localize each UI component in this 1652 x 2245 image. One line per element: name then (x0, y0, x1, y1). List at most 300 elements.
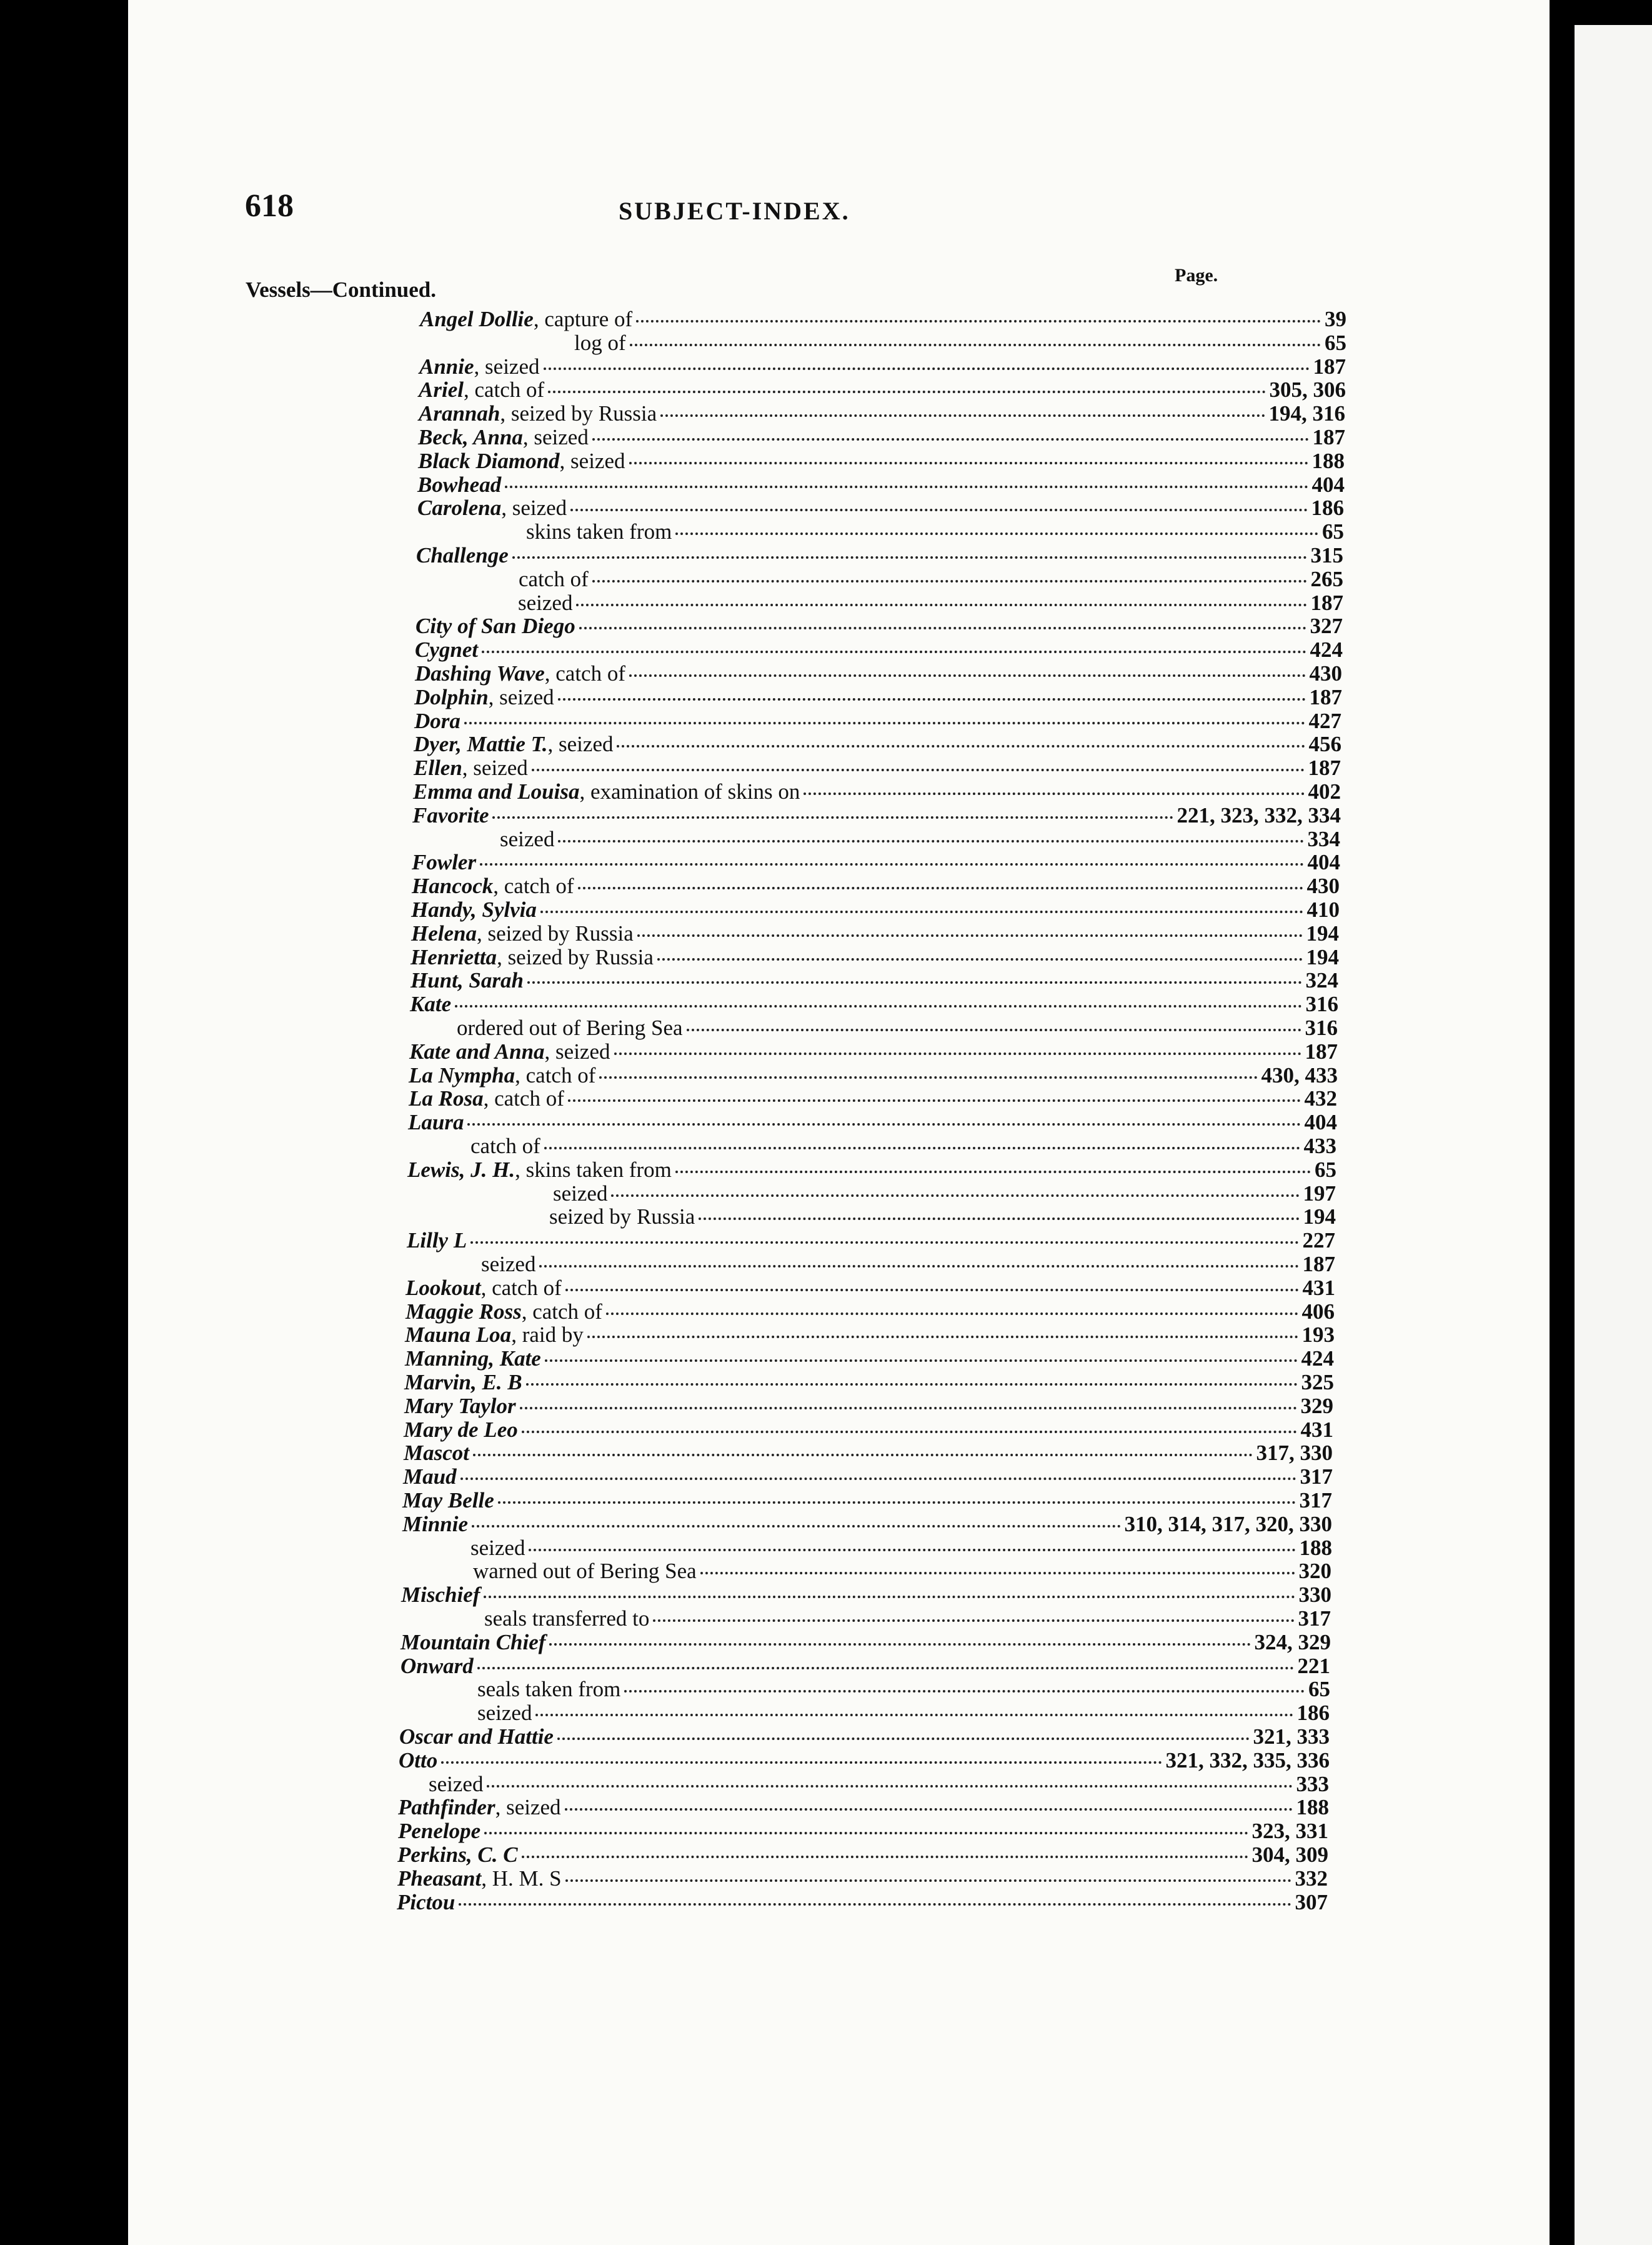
entry-pages: 424 (1310, 638, 1343, 662)
entry-text: seized by Russia (549, 1204, 695, 1229)
dot-leader (532, 769, 1305, 771)
entry-label (397, 1891, 455, 1914)
entry-pages: 424 (1301, 1346, 1334, 1371)
entry-pages: 194, 316 (1268, 401, 1345, 426)
vessel-name: Perkins, C. C (397, 1842, 518, 1867)
dot-leader (539, 1265, 1298, 1268)
index-entry (397, 1891, 1328, 1914)
entry-label (414, 732, 613, 756)
entry-label (412, 804, 489, 828)
vessel-name: Henrietta (411, 945, 497, 969)
entry-label (399, 1725, 554, 1749)
entry-pages: 317 (1298, 1606, 1331, 1631)
vessel-name: Favorite (412, 803, 489, 828)
index-entry (413, 780, 1341, 804)
entry-label (413, 780, 800, 804)
dot-leader (653, 1619, 1294, 1622)
index-entry (410, 992, 1338, 1016)
entry-label (411, 898, 537, 922)
entry-pages: 187 (1310, 591, 1343, 615)
dot-leader (526, 1383, 1298, 1386)
entry-text: , raid by (511, 1322, 584, 1347)
index-entry (418, 449, 1345, 473)
vessel-name: Minnie (402, 1512, 469, 1536)
entry-label (401, 1654, 474, 1678)
vessel-name: Angel Dollie (420, 307, 534, 331)
entry-text: , skins taken from (515, 1158, 672, 1182)
entry-text: , seized by Russia (476, 921, 634, 946)
index-entry (500, 828, 1340, 851)
dot-leader (617, 745, 1305, 748)
index-entry (415, 662, 1342, 686)
dot-leader (464, 722, 1305, 724)
index-entry (414, 709, 1341, 733)
entry-pages: 329 (1300, 1394, 1333, 1418)
index-entry (406, 1300, 1335, 1324)
entry-label (410, 992, 451, 1016)
index-entry (403, 1465, 1333, 1489)
entry-text: , seized by Russia (497, 945, 654, 969)
dot-leader (675, 1171, 1311, 1173)
entry-label (484, 1607, 649, 1631)
index-entry (406, 1276, 1335, 1300)
dot-leader (527, 981, 1302, 984)
entry-label (414, 709, 460, 733)
entry-label (404, 1441, 469, 1465)
dot-leader (484, 1596, 1295, 1598)
dot-leader (614, 1052, 1301, 1055)
entry-pages: 65 (1308, 1677, 1330, 1701)
dot-leader (505, 486, 1308, 488)
entry-pages: 316 (1305, 992, 1338, 1016)
entry-label (401, 1583, 480, 1607)
dot-leader (592, 438, 1309, 441)
vessel-name: Black Diamond (418, 449, 560, 473)
index-entry (518, 591, 1343, 615)
entry-label (470, 1134, 540, 1158)
entry-label (405, 1347, 541, 1371)
entry-label (519, 568, 589, 591)
index-entry (414, 732, 1341, 756)
vessel-name: Marvin, E. B (404, 1370, 522, 1394)
entry-text: , catch of (463, 378, 545, 402)
running-title: SUBJECT-INDEX. (619, 197, 850, 225)
vessel-name: Lookout (406, 1276, 481, 1300)
entry-text: , H. M. S (481, 1866, 562, 1891)
vessel-name: Mascot (404, 1441, 469, 1465)
entry-text: catch of (519, 567, 589, 591)
vessel-name: Helena (411, 921, 477, 946)
index-entry (420, 308, 1346, 331)
entry-label (407, 1158, 672, 1182)
dot-leader (660, 414, 1265, 417)
entry-pages: 324, 329 (1254, 1630, 1331, 1654)
dot-leader (484, 1832, 1248, 1834)
entry-label (477, 1701, 532, 1725)
entry-text: , catch of (493, 874, 574, 898)
entry-label (518, 591, 572, 615)
entry-text: , catch of (480, 1276, 562, 1300)
index-entry (407, 1158, 1336, 1182)
dot-leader (599, 1076, 1257, 1079)
entry-label (409, 1040, 610, 1064)
dot-leader (699, 1218, 1299, 1220)
vessel-name: Bowhead (417, 472, 502, 497)
dot-leader (522, 1431, 1297, 1433)
entry-pages: 187 (1305, 1039, 1338, 1064)
entry-label (404, 1394, 516, 1418)
entry-pages: 432 (1304, 1086, 1337, 1111)
vessel-name: Annie (419, 354, 474, 379)
entry-label (402, 1512, 468, 1536)
entry-label (473, 1559, 697, 1583)
entry-label (549, 1205, 695, 1229)
entry-pages: 402 (1308, 779, 1341, 804)
entry-pages: 327 (1310, 614, 1343, 638)
entry-label (415, 662, 625, 686)
vessel-name: Ellen (414, 756, 462, 780)
entry-pages: 456 (1308, 732, 1341, 756)
entry-label (404, 1371, 522, 1394)
entry-text: warned out of Bering Sea (473, 1559, 697, 1583)
index-entry (526, 520, 1344, 544)
entry-label (399, 1749, 437, 1772)
index-entry (477, 1701, 1330, 1725)
entry-text: seals transferred to (484, 1606, 650, 1631)
index-entry (473, 1559, 1331, 1583)
dot-leader (472, 1525, 1120, 1528)
entry-text: log of (574, 331, 626, 355)
entry-label (416, 544, 509, 568)
entry-label (417, 496, 567, 520)
dot-leader (611, 1194, 1299, 1197)
dot-leader (520, 1407, 1297, 1409)
entry-text: , catch of (515, 1063, 596, 1088)
entry-pages: 307 (1295, 1890, 1328, 1914)
index-entry (411, 969, 1338, 992)
entry-pages: 187 (1312, 425, 1345, 449)
entry-pages: 315 (1310, 543, 1343, 568)
vessel-name: Fowler (412, 850, 477, 874)
entry-label (411, 922, 634, 946)
dot-leader (545, 1359, 1298, 1362)
entry-label (401, 1631, 545, 1654)
index-entry (549, 1205, 1336, 1229)
index-entry (457, 1016, 1338, 1040)
dot-leader (624, 1690, 1305, 1692)
dot-leader (473, 1454, 1253, 1456)
entry-pages: 187 (1309, 685, 1342, 709)
entry-pages: 265 (1310, 567, 1343, 591)
index-entry (404, 1394, 1333, 1418)
entry-pages: 188 (1311, 449, 1345, 473)
entry-pages: 194 (1306, 921, 1339, 946)
dot-leader (535, 1714, 1293, 1716)
index-entry (414, 686, 1342, 709)
dot-leader (470, 1241, 1298, 1244)
dot-leader (565, 1289, 1299, 1291)
entry-text: , catch of (483, 1086, 564, 1111)
dot-leader (557, 1738, 1250, 1740)
vessel-name: Carolena (417, 496, 502, 520)
entry-label (470, 1536, 525, 1560)
entry-pages: 431 (1302, 1276, 1335, 1300)
vessel-name: Dolphin (414, 685, 489, 709)
index-entry (419, 355, 1346, 379)
index-entry (415, 638, 1343, 662)
page-column-heading: Page. (1175, 265, 1218, 286)
vessel-name: Onward (401, 1654, 474, 1678)
entry-label (404, 1418, 518, 1442)
entry-text: catch of (470, 1134, 540, 1158)
dot-leader (549, 1643, 1250, 1646)
entry-pages: 186 (1311, 496, 1344, 520)
index-entry (419, 402, 1345, 426)
dot-leader (565, 1808, 1293, 1811)
dot-leader (576, 604, 1306, 606)
dot-leader (578, 887, 1303, 889)
entry-pages: 188 (1296, 1795, 1329, 1819)
index-entry (409, 1040, 1338, 1064)
entry-pages: 65 (1315, 1158, 1336, 1182)
dot-leader (459, 1903, 1291, 1906)
dot-leader (548, 391, 1265, 393)
entry-pages: 332 (1295, 1866, 1328, 1891)
dot-leader (657, 958, 1303, 961)
index-entry (409, 1087, 1337, 1111)
dot-leader (498, 1501, 1296, 1504)
index-entry (398, 1796, 1329, 1819)
entry-label (405, 1323, 584, 1347)
entry-text: skins taken from (526, 519, 672, 544)
vessel-name: Kate and Anna (409, 1039, 545, 1064)
entry-pages: 317, 330 (1256, 1441, 1333, 1465)
vessel-name: Ariel (419, 378, 464, 402)
entry-label (414, 756, 528, 780)
dot-leader (558, 698, 1306, 701)
index-entry (401, 1654, 1330, 1678)
entry-pages: 323, 331 (1251, 1819, 1328, 1843)
dot-leader (529, 1549, 1295, 1551)
entry-label (418, 426, 589, 449)
index-entry (412, 851, 1340, 874)
entry-label (477, 1678, 620, 1701)
section-heading: Vessels—Continued. (246, 278, 437, 302)
vessel-name: City of San Diego (415, 614, 575, 638)
dot-leader (630, 344, 1321, 346)
dot-leader (477, 1667, 1294, 1669)
entry-label (403, 1465, 457, 1489)
entry-pages: 404 (1307, 850, 1340, 874)
entry-text: , seized (501, 496, 567, 520)
entry-pages: 187 (1302, 1252, 1335, 1276)
index-entry (409, 1064, 1338, 1088)
entry-text: , seized (495, 1795, 561, 1819)
index-entry (415, 614, 1343, 638)
entry-label (412, 851, 476, 874)
index-entry (405, 1347, 1334, 1371)
entry-pages: 321, 332, 335, 336 (1165, 1748, 1330, 1772)
dot-leader (544, 1147, 1300, 1149)
entry-pages: 316 (1305, 1016, 1338, 1040)
index-entry (407, 1229, 1335, 1252)
entry-text: , seized (522, 425, 589, 449)
entry-label (457, 1016, 683, 1040)
vessel-name: Dora (414, 709, 460, 733)
entry-text: seized (553, 1181, 608, 1206)
entry-label (419, 402, 657, 426)
dot-leader (587, 1336, 1298, 1338)
entry-pages: 404 (1304, 1110, 1337, 1134)
entry-label (419, 378, 544, 402)
entry-pages: 39 (1325, 307, 1346, 331)
index-entry (417, 473, 1345, 497)
entry-label (574, 331, 626, 355)
index-entry (412, 874, 1340, 898)
vessel-name: Mischief (401, 1582, 480, 1607)
vessel-name: Emma and Louisa (413, 779, 580, 804)
entry-pages: 221 (1297, 1654, 1330, 1678)
index-entry (397, 1867, 1328, 1891)
dot-leader (480, 863, 1303, 866)
entry-text: , catch of (521, 1299, 602, 1324)
entry-text: seized (500, 827, 555, 851)
dot-leader (700, 1572, 1295, 1574)
entry-text: , seized (559, 449, 625, 473)
entry-pages: 317 (1299, 1488, 1332, 1512)
entry-pages: 310, 314, 317, 320, 330 (1124, 1512, 1332, 1536)
entry-text: , seized (547, 732, 614, 756)
entry-pages: 410 (1306, 898, 1340, 922)
dot-leader (460, 1478, 1296, 1480)
entry-text: seals taken from (477, 1677, 621, 1701)
index-entry (477, 1678, 1330, 1701)
vessel-name: Pictou (397, 1890, 455, 1914)
dot-leader (592, 580, 1307, 582)
entry-pages: 330 (1298, 1582, 1331, 1607)
entry-pages: 65 (1325, 331, 1346, 355)
entry-pages: 321, 333 (1253, 1724, 1330, 1749)
index-entry (401, 1631, 1331, 1654)
entry-pages: 430 (1306, 874, 1340, 898)
vessel-name: Mountain Chief (401, 1630, 546, 1654)
entry-label (406, 1300, 602, 1324)
dot-leader (455, 1005, 1301, 1008)
entry-label (415, 614, 575, 638)
vessel-name: Pheasant (397, 1866, 482, 1891)
vessel-name: Manning, Kate (405, 1346, 541, 1371)
entry-pages: 305, 306 (1269, 378, 1346, 402)
vessel-name: Challenge (416, 543, 509, 568)
vessel-name: Oscar and Hattie (399, 1724, 554, 1749)
vessel-name: La Nympha (409, 1063, 515, 1088)
entry-text: ordered out of Bering Sea (457, 1016, 683, 1040)
vessel-name: Mary Taylor (404, 1394, 516, 1418)
entry-pages: 188 (1299, 1536, 1332, 1560)
entry-pages: 317 (1300, 1464, 1333, 1489)
vessel-name: Otto (399, 1748, 438, 1772)
entry-pages: 187 (1313, 354, 1346, 379)
entry-pages: 221, 323, 332, 334 (1177, 803, 1341, 828)
vessel-name: Mauna Loa (405, 1322, 512, 1347)
entry-pages: 197 (1303, 1181, 1336, 1206)
dot-leader (804, 792, 1304, 795)
entry-label (414, 686, 554, 709)
dot-leader (487, 1785, 1292, 1788)
dot-leader (565, 1879, 1291, 1882)
dot-leader (570, 509, 1307, 511)
vessel-name: Handy, Sylvia (411, 898, 537, 922)
entry-pages: 325 (1301, 1370, 1334, 1394)
index-entry (404, 1371, 1334, 1394)
facing-page-edge (1575, 25, 1652, 2245)
entry-pages: 406 (1301, 1299, 1335, 1324)
entry-label (420, 308, 632, 331)
entry-label (429, 1772, 483, 1796)
vessel-name: Maud (403, 1464, 457, 1489)
entry-pages: 431 (1300, 1418, 1333, 1442)
entry-text: , capture of (533, 307, 633, 331)
entry-label (398, 1796, 561, 1819)
entry-pages: 433 (1303, 1134, 1336, 1158)
dot-leader (629, 674, 1306, 677)
index-entry (553, 1182, 1336, 1206)
entry-label (408, 1111, 464, 1134)
dot-leader (579, 627, 1306, 629)
dot-leader (629, 462, 1308, 464)
entry-label (526, 520, 672, 544)
entry-pages: 186 (1296, 1701, 1330, 1725)
index-entry (417, 496, 1344, 520)
index-entry (399, 1749, 1330, 1772)
entry-text: , examination of skins on (579, 779, 800, 804)
index-entry (398, 1819, 1328, 1843)
entry-label (411, 946, 654, 969)
entry-pages: 320 (1298, 1559, 1331, 1583)
entry-pages: 430, 433 (1261, 1063, 1338, 1088)
entry-label (406, 1276, 562, 1300)
vessel-name: Lewis, J. H. (407, 1158, 515, 1182)
index-entry (470, 1134, 1336, 1158)
entry-pages: 404 (1311, 472, 1345, 497)
index-entry (411, 922, 1339, 946)
index-entry (519, 568, 1343, 591)
index-entry (412, 804, 1341, 828)
index-entry (418, 426, 1345, 449)
dot-leader (675, 532, 1318, 535)
index-entry (404, 1441, 1333, 1465)
entry-label (398, 1819, 480, 1843)
dot-leader (441, 1761, 1162, 1764)
index-entry (481, 1252, 1335, 1276)
vessel-name: Penelope (398, 1819, 481, 1843)
entry-pages: 334 (1307, 827, 1340, 851)
entry-pages: 304, 309 (1251, 1842, 1328, 1867)
entry-pages: 187 (1308, 756, 1341, 780)
entry-text: , seized (544, 1039, 610, 1064)
dot-leader (568, 1099, 1301, 1102)
vessel-name: Pathfinder (398, 1795, 495, 1819)
index-entry (408, 1111, 1337, 1134)
entry-label (402, 1489, 494, 1512)
entry-pages: 333 (1296, 1772, 1329, 1796)
entry-pages: 65 (1322, 519, 1344, 544)
dot-leader (492, 816, 1173, 819)
dot-leader (512, 556, 1307, 559)
dot-leader (637, 934, 1303, 937)
index-entry (399, 1725, 1330, 1749)
vessel-name: Laura (408, 1110, 464, 1134)
